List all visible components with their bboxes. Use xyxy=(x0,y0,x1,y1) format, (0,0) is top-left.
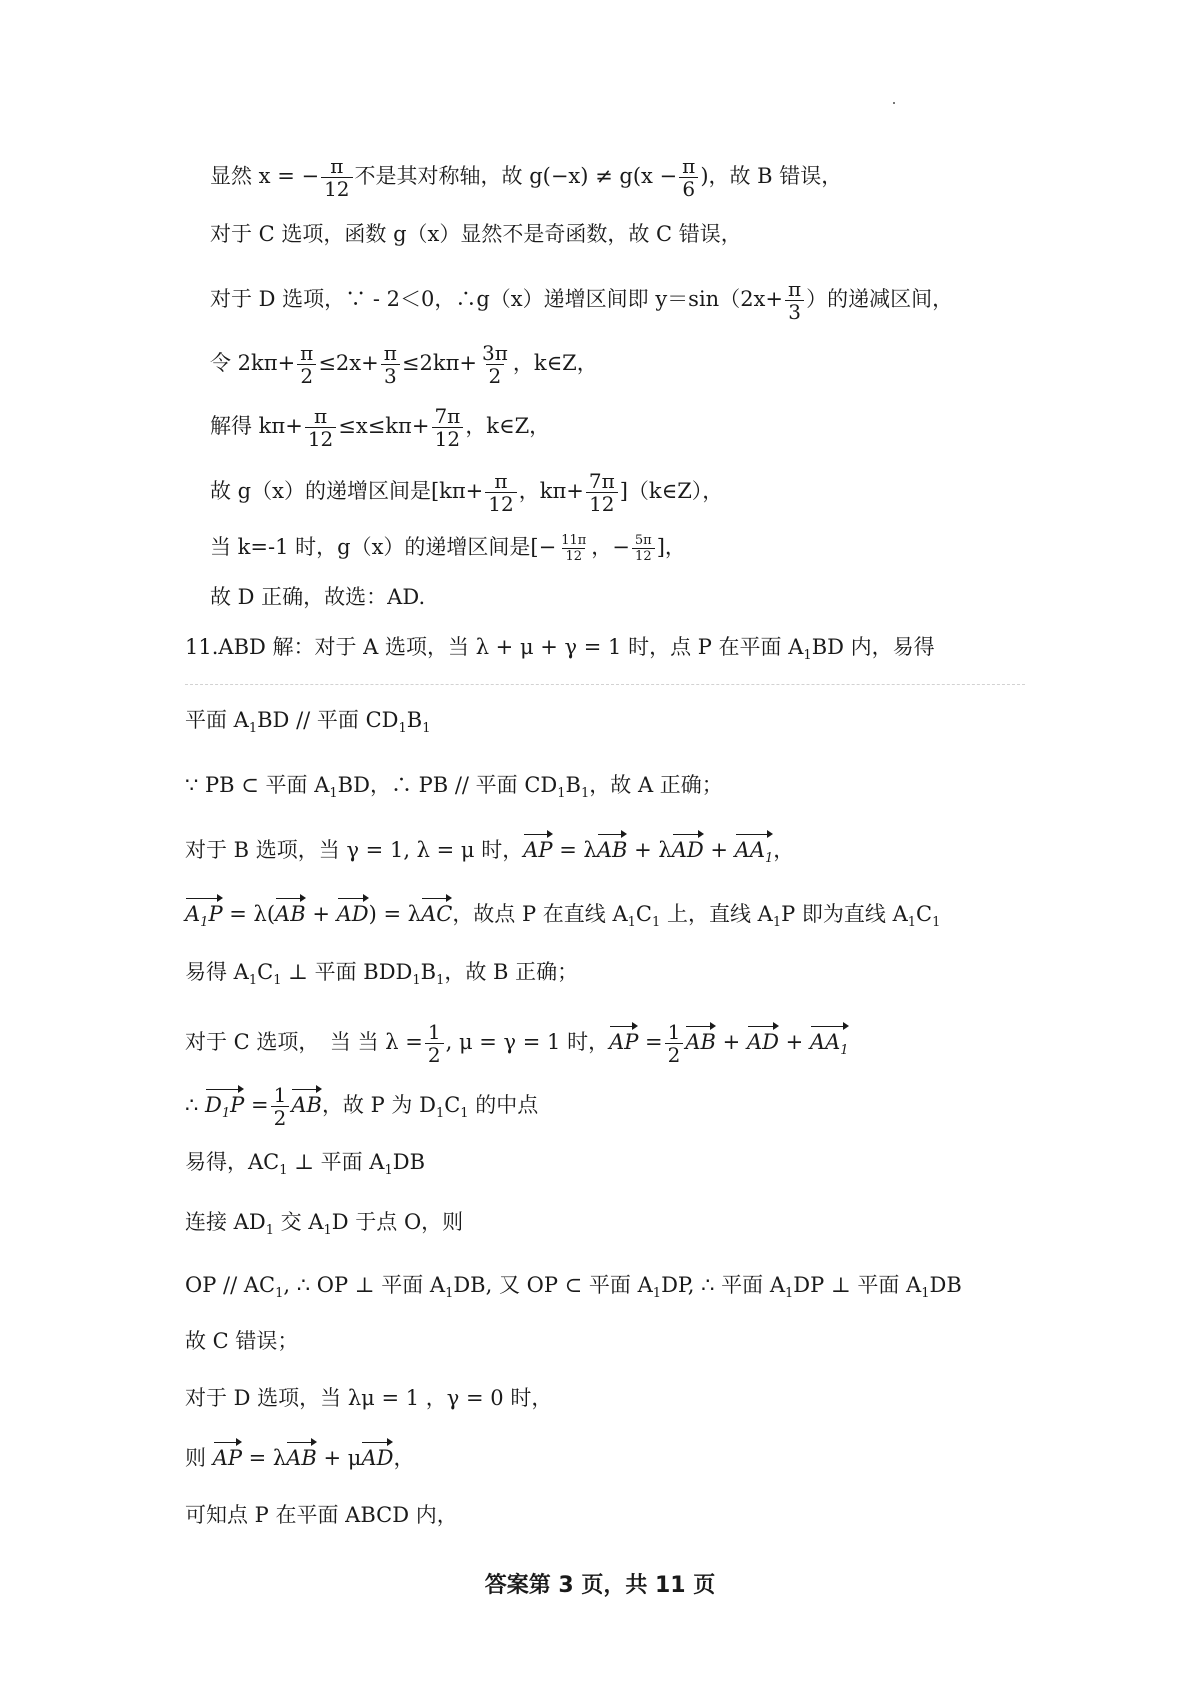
text-line: OP // $AC_1$, ∴ OP ⊥ 平面 $A_1DB$, 又 OP ⊂ 平面 $A_1DP$, ∴ 平面 $A_1DP$ ⊥ 平面 $A_1DB$ xyxy=(185,1273,962,1302)
text-line: 故 C 错误； xyxy=(185,1329,299,1353)
text-line: 对于 C 选项，函数 g（x）显然不是奇函数，故 C 错误， xyxy=(210,222,742,246)
text-line: 当 k=-1 时，g（x）的递增区间是[− $\frac{11\pi}{12}$ ，− $\frac{5\pi}{12}$ ]， xyxy=(210,533,686,564)
text-line: 对于 D 选项，当 λμ = 1 ，γ = 0 时， xyxy=(185,1386,553,1410)
section-divider xyxy=(185,684,1025,685)
text-line: 故 D 正确，故选：AD. xyxy=(210,585,426,609)
text-line: 连接 $AD_1$ 交 $A_1D$ 于点 O，则 xyxy=(185,1210,464,1239)
text-line: 可知点 P 在平面 ABCD 内， xyxy=(185,1503,458,1527)
scan-speck xyxy=(893,102,895,104)
text-line: 对于 C 选项， 当 当 λ = $\frac{1}{2}$ , μ = γ = 1 时，AP = $\frac{1}{2}$ AB + AD + $AA_1$ xyxy=(185,1020,849,1067)
text-line: 平面 $A_1BD$ // 平面 $CD_1B_1$ xyxy=(185,708,431,737)
text-line: 则 AP = λAB + μAD， xyxy=(185,1440,414,1473)
text-line: 显然 x = − $\frac{\pi}{12}$ 不是其对称轴，故 g(−x) ≠ g(x − $\frac{\pi}{6}$ )，故 B 错误， xyxy=(210,154,843,201)
text-line: 故 g（x）的递增区间是[kπ+ $\frac{\pi}{12}$ ，kπ+ $\frac{7\pi}{12}$ ]（k∈Z）， xyxy=(210,469,724,516)
text-line: 对于 B 选项，当 γ = 1, λ = μ 时，AP = $\lambda AB + \lambda AD + AA_1$， xyxy=(185,832,794,874)
page-footer: 答案第 3 页，共 11 页 xyxy=(484,1573,716,1598)
text-line: 对于 D 选项，∵ - 2＜0，∴g（x）递增区间即 y＝sin（2x+ $\frac{\pi}{3}$ ）的递减区间， xyxy=(210,277,954,324)
text-line: ∵ PB ⊂ 平面 $A_1BD$，∴ PB // 平面 $CD_1B_1$，故 A 正确； xyxy=(185,773,723,802)
text-line: 11.ABD 解：对于 A 选项，当 λ + μ + γ = 1 时，点 P 在平面 $A_1BD$ 内，易得 xyxy=(185,635,935,664)
text-line: 易得 $A_1C_1$ ⊥ 平面 $BDD_1B_1$，故 B 正确； xyxy=(185,960,579,989)
text-line: $A_1P = \lambda(AB + AD) = \lambda AC$，故点 P 在直线 $A_1C_1$ 上，直线 $A_1P$ 即为直线 $A_1C_1$ xyxy=(185,896,940,938)
text-line: 解得 kπ+ $\frac{\pi}{12}$ ≤x≤kπ+ $\frac{7\pi}{12}$ ，k∈Z， xyxy=(210,404,551,451)
text-line: 易得，$AC_1$ ⊥ 平面 $A_1DB$ xyxy=(185,1150,426,1179)
text-line: ∴ $D_1P$ = $\frac{1}{2}$ AB，故 P 为 $D_1C_1$ 的中点 xyxy=(185,1083,539,1130)
text-line: 令 2kπ+ $\frac{\pi}{2}$ ≤2x+ $\frac{\pi}{3}$ ≤2kπ+ $\frac{3\pi}{2}$ ，k∈Z， xyxy=(210,341,598,388)
